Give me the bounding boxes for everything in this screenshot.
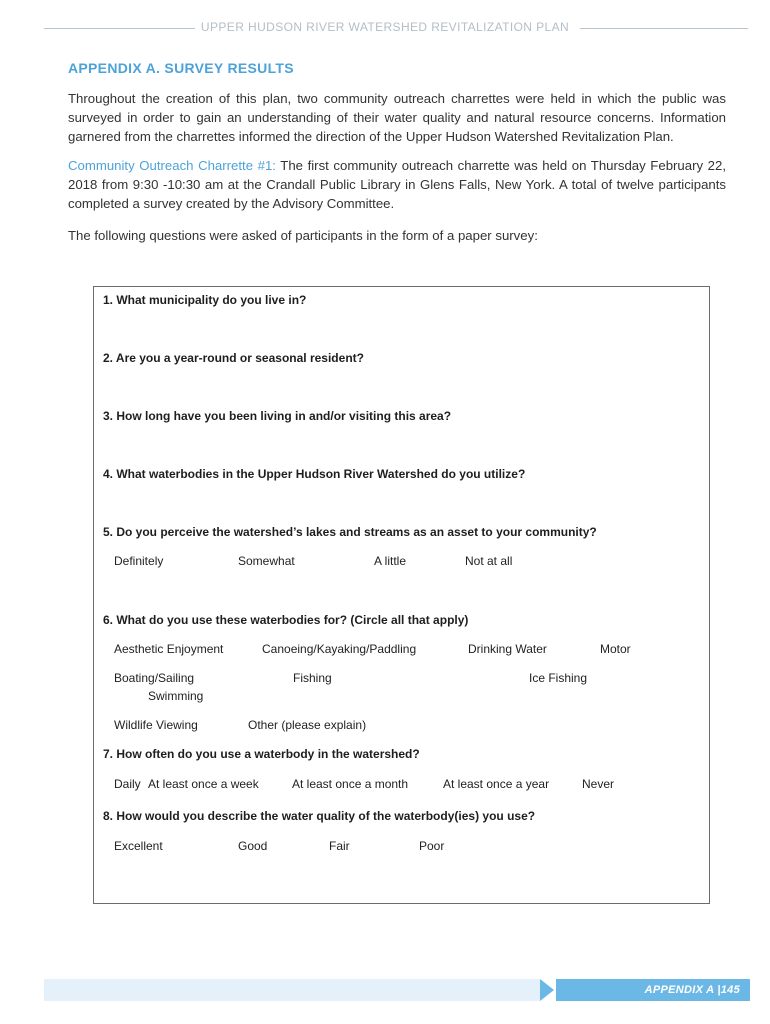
q6-option-aesthetic: Aesthetic Enjoyment [114,642,224,656]
footer-arrow-icon [540,979,554,1001]
q8-option-poor: Poor [419,839,445,853]
q6-option-drinking-water: Drinking Water [468,642,547,656]
q7-option-weekly: At least once a week [148,777,259,791]
q6-option-motor: Motor [600,642,631,656]
q6-option-fishing: Fishing [293,671,332,685]
q5-option-definitely: Definitely [114,554,164,568]
charrette-text: The first community outreach charrette was held on Thursday February 22, 2018 from 9:30 -10:30 am at the Crandall Public Library in Glens Falls, New York. A total of twelve participants completed a survey created by the Advisory Committee. [68,158,726,211]
intro-paragraph: Throughout the creation of this plan, two community outreach charrettes were held in which the public was surveyed in order to gain an understanding of their water quality and natural resource concerns. Information garnered from the charrettes informed the direction of the Upper Hudson Watershed Revitalization Plan. [68,91,726,144]
header-title-text: UPPER HUDSON RIVER WATERSHED REVITALIZATION PLAN [195,20,575,34]
question-5: 5. Do you perceive the watershed’s lakes and streams as an asset to your community? [103,525,597,539]
q7-option-daily: Daily [114,777,141,791]
q5-option-not-at-all: Not at all [465,554,513,568]
q5-option-somewhat: Somewhat [238,554,295,568]
section-title: APPENDIX A. SURVEY RESULTS [68,60,294,76]
q8-option-good: Good [238,839,268,853]
q8-option-fair: Fair [329,839,350,853]
question-2: 2. Are you a year-round or seasonal resident? [103,351,364,365]
question-1: 1. What municipality do you live in? [103,293,307,307]
q7-option-monthly: At least once a month [292,777,409,791]
charrette-link[interactable]: Community Outreach Charrette #1: [68,158,276,173]
q6-option-ice-fishing: Ice Fishing [529,671,588,685]
q6-option-other: Other (please explain) [248,718,367,732]
q6-option-wildlife: Wildlife Viewing [114,718,198,732]
q8-option-excellent: Excellent [114,839,163,853]
charrette-paragraph [68,156,726,213]
q6-option-boating: Boating/Sailing [114,671,195,685]
q7-option-never: Never [582,777,615,791]
question-8: 8. How would you describe the water quality of the waterbody(ies) you use? [103,809,536,823]
footer-band [44,979,540,1001]
q7-option-yearly: At least once a year [443,777,550,791]
header-title [0,20,770,34]
question-4: 4. What waterbodies in the Upper Hudson River Watershed do you utilize? [103,467,526,481]
q6-option-canoeing: Canoeing/Kayaking/Paddling [262,642,417,656]
q5-option-a-little: A little [374,554,407,568]
question-7: 7. How often do you use a waterbody in the watershed? [103,747,420,761]
q6-option-swimming: Swimming [148,689,204,703]
question-3: 3. How long have you been living in and/or visiting this area? [103,409,452,423]
survey-lead: The following questions were asked of participants in the form of a paper survey: [68,228,538,243]
footer-page-label: APPENDIX A |145 [644,984,740,996]
question-6: 6. What do you use these waterbodies for? (Circle all that apply) [103,613,469,627]
